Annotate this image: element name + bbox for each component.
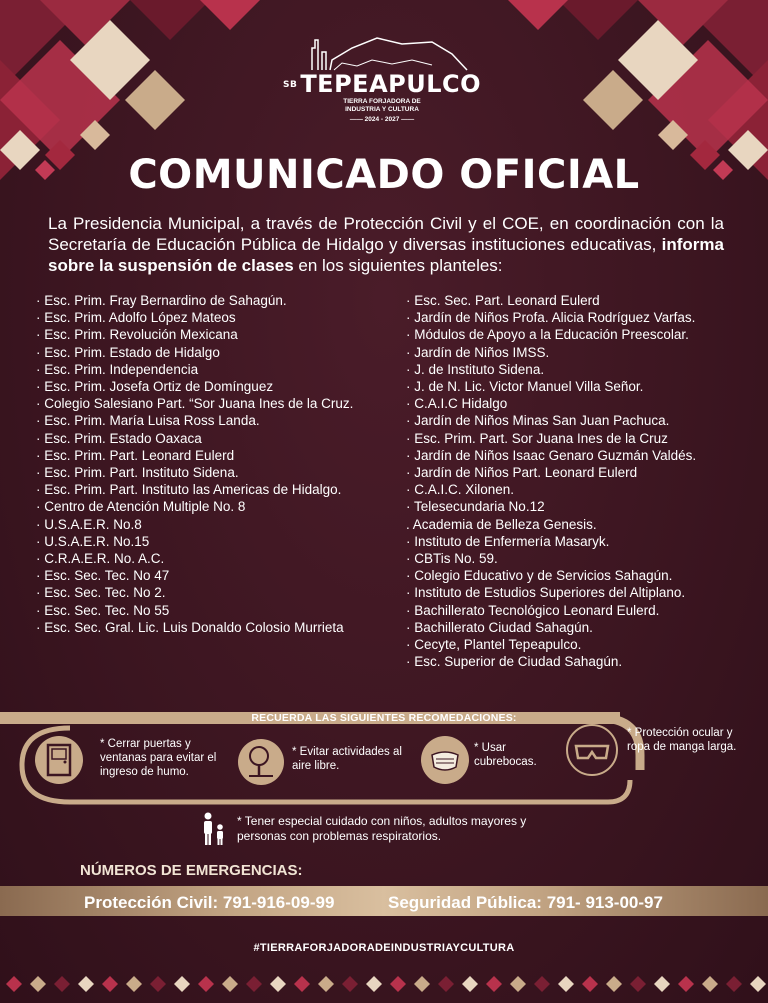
school-item: · J. de Instituto Sidena. — [406, 361, 545, 377]
pattern-diamond — [702, 976, 718, 992]
mask-icon — [420, 735, 470, 785]
school-item: · Esc. Prim. Josefa Ortiz de Domínguez — [36, 379, 274, 395]
pattern-diamond — [606, 976, 622, 992]
school-item: · Esc. Prim. Independencia — [36, 361, 199, 377]
hashtag: #TIERRAFORJADORADEINDUSTRIAYCULTURA — [253, 942, 515, 954]
school-list-left — [36, 292, 366, 636]
school-item: . Academia de Belleza Genesis. — [406, 516, 597, 532]
school-item: · Jardín de Niños IMSS. — [406, 344, 550, 360]
logo-name — [282, 70, 482, 98]
school-item: · Módulos de Apoyo a la Educación Preescolar. — [406, 327, 689, 343]
school-item: · Esc. Prim. Part. Instituto Sidena. — [36, 465, 239, 481]
decorative-pattern-bottom — [0, 966, 768, 1003]
school-item: · Esc. Prim. Part. Sor Juana Ines de la Cruz — [406, 430, 668, 446]
school-item: · Jardín de Niños Isaac Genaro Guzmán Valdés. — [406, 447, 697, 463]
school-item: · Esc. Prim. Fray Bernardino de Sahagún. — [36, 293, 287, 308]
school-item: · Jardín de Niños Part. Leonard Eulerd — [406, 465, 638, 481]
pattern-diamond — [582, 976, 598, 992]
school-item: · Esc. Sec. Gral. Lic. Luis Donaldo Colosio Murrieta — [36, 619, 344, 635]
school-item: · C.R.A.E.R. No. A.C. — [36, 551, 165, 567]
recommendations-title: RECUERDA LAS SIGUIENTES RECOMEDACIONES: — [251, 712, 517, 724]
school-item: · Esc. Sec. Part. Leonard Eulerd — [406, 293, 600, 308]
pattern-diamond — [150, 976, 166, 992]
school-item: · Esc. Prim. Part. Leonard Eulerd — [36, 447, 235, 463]
school-item: · Jardín de Niños Minas San Juan Pachuca. — [406, 413, 670, 429]
pattern-diamond — [486, 976, 502, 992]
pattern-diamond — [318, 976, 334, 992]
pattern-diamond — [366, 976, 382, 992]
pattern-diamond — [630, 976, 646, 992]
school-item: · Telesecundaria No.12 — [406, 499, 545, 515]
pattern-diamond — [270, 976, 286, 992]
pattern-diamond — [534, 976, 550, 992]
school-item: · Instituto de Estudios Superiores del Altiplano. — [406, 585, 686, 601]
pattern-diamond — [174, 976, 190, 992]
school-item: · Colegio Educativo y de Servicios Sahagún. — [406, 568, 673, 584]
rec-eyes: * Protección ocular y ropa de manga larga. — [627, 727, 737, 753]
logo-tagline-1: TIERRA FORJADORA DE — [343, 98, 421, 105]
school-item: · J. de N. Lic. Victor Manuel Villa Señor. — [406, 379, 644, 395]
logo-tagline-2: INDUSTRIA Y CULTURA — [345, 106, 419, 113]
pattern-diamond — [390, 976, 406, 992]
pattern-diamond — [438, 976, 454, 992]
pattern-diamond — [462, 976, 478, 992]
pattern-diamond — [750, 976, 766, 992]
intro-text-1: La Presidencia Municipal, a través de Protección Civil y el COE, en coordinación con la Secretaría de Educación Pública de Hidalgo y diversas instituciones educativas, — [48, 214, 724, 254]
pattern-diamond — [102, 976, 118, 992]
logo-tagline — [282, 98, 482, 114]
school-item: · Cecyte, Plantel Tepeapulco. — [406, 637, 582, 653]
pattern-diamond — [654, 976, 670, 992]
school-item: · Esc. Prim. Adolfo López Mateos — [36, 310, 236, 326]
school-item: · C.A.I.C Hidalgo — [406, 396, 508, 412]
school-item: · Esc. Superior de Ciudad Sahagún. — [406, 654, 623, 670]
emergency-security: Seguridad Pública: 791- 913-00-97 — [388, 893, 663, 912]
intro-text-2: en los siguientes planteles: — [293, 256, 503, 275]
school-list-right — [406, 292, 756, 670]
school-item: · Jardín de Niños Profa. Alicia Rodríguez Varfas. — [406, 310, 696, 326]
logo-name-text: TEPEAPULCO — [300, 70, 482, 98]
pattern-diamond — [726, 976, 742, 992]
intro-paragraph — [48, 213, 724, 276]
school-item: · Bachillerato Tecnológico Leonard Eulerd. — [406, 602, 660, 618]
school-item: · C.A.I.C. Xilonen. — [406, 482, 515, 498]
page-title: COMUNICADO OFICIAL — [128, 152, 640, 198]
logo-badge: SB — [282, 80, 298, 90]
school-item: · U.S.A.E.R. No.8 — [36, 516, 142, 532]
school-item: · U.S.A.E.R. No.15 — [36, 533, 150, 549]
school-item: · Esc. Sec. Tec. No 2. — [36, 585, 166, 601]
pattern-diamond — [510, 976, 526, 992]
municipality-logo — [282, 30, 482, 125]
school-item: · Centro de Atención Multiple No. 8 — [36, 499, 246, 515]
school-item: · Esc. Prim. Estado Oaxaca — [36, 430, 202, 446]
school-item: · Esc. Sec. Tec. No 47 — [36, 568, 170, 584]
goggles-icon — [566, 724, 618, 776]
rec-doors: * Cerrar puertas y ventanas para evitar el ingreso de humo. — [100, 738, 217, 778]
pattern-diamond — [78, 976, 94, 992]
pattern-diamond — [6, 976, 22, 992]
door-icon — [34, 735, 84, 785]
pattern-diamond — [414, 976, 430, 992]
pattern-diamond — [246, 976, 262, 992]
pattern-diamond — [342, 976, 358, 992]
school-item: · Bachillerato Ciudad Sahagún. — [406, 619, 593, 635]
pattern-diamond — [222, 976, 238, 992]
pattern-diamond — [30, 976, 46, 992]
family-icon — [200, 812, 228, 846]
school-item: · Instituto de Enfermería Masaryk. — [406, 533, 610, 549]
pattern-diamond — [678, 976, 694, 992]
rec-outdoor: * Evitar actividades al aire libre. — [292, 746, 402, 772]
emergency-civil: Protección Civil: 791-916-09-99 — [84, 893, 335, 912]
rec-mask: * Usar cubrebocas. — [474, 742, 537, 768]
pattern-diamond — [198, 976, 214, 992]
pattern-diamond — [126, 976, 142, 992]
rec-care: * Tener especial cuidado con niños, adultos mayores y personas con problemas respiratorios. — [237, 814, 527, 843]
intro-bold: informa sobre la suspensión de clases — [48, 235, 724, 275]
school-item: · Esc. Prim. Revolución Mexicana — [36, 327, 238, 343]
school-item: · Esc. Prim. Part. Instituto las Americas de Hidalgo. — [36, 482, 342, 498]
school-item: · Colegio Salesiano Part. “Sor Juana Ines de la Cruz. — [36, 396, 354, 412]
school-item: · Esc. Prim. Estado de Hidalgo — [36, 344, 220, 360]
pattern-diamond — [558, 976, 574, 992]
school-item: · CBTis No. 59. — [406, 551, 498, 567]
logo-years: —— 2024 - 2027 —— — [349, 116, 415, 123]
pattern-diamond — [54, 976, 70, 992]
tree-icon — [237, 738, 285, 786]
emergency-title: NÚMEROS DE EMERGENCIAS: — [80, 862, 303, 879]
school-item: · Esc. Sec. Tec. No 55 — [36, 602, 170, 618]
school-item: · Esc. Prim. María Luisa Ross Landa. — [36, 413, 260, 429]
pattern-diamond — [294, 976, 310, 992]
